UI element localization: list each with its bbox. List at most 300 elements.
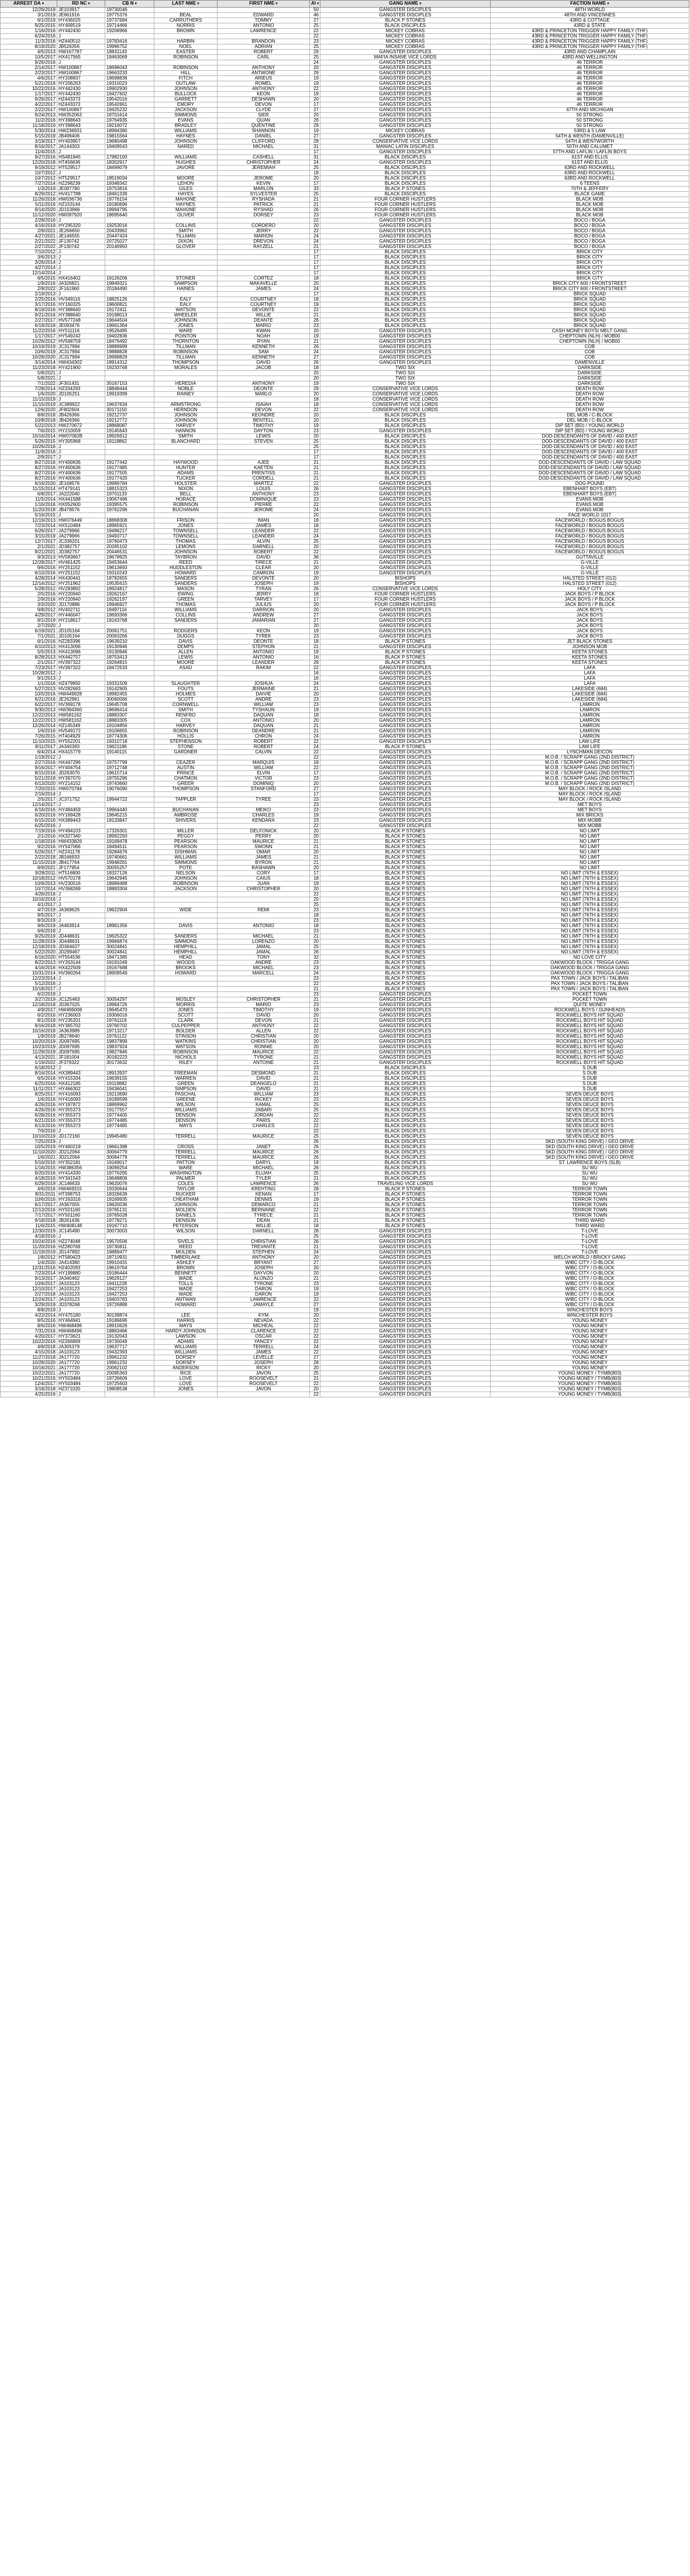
cell-gang-name[interactable]: BLACK DISCIPLES <box>320 1129 491 1134</box>
cell-faction-name[interactable]: YOUNG MONEY <box>491 1350 689 1355</box>
cell-last-name[interactable]: SAMPSON <box>154 281 218 287</box>
cell-faction-name[interactable]: BLACK MOB <box>491 213 689 218</box>
column-header-cb-no[interactable]: CB N ▾ <box>105 1 154 8</box>
cell-gang-name[interactable]: GANGSTER DISCIPLES <box>320 624 491 629</box>
cell-first-name[interactable]: DEONTE <box>218 639 310 645</box>
cell-age[interactable]: 23 <box>310 1003 320 1008</box>
table-row[interactable] <box>1 1382 689 1387</box>
cell-cb-no[interactable]: 30054297 <box>105 997 154 1003</box>
cell-first-name[interactable]: MEIKO <box>218 808 310 813</box>
cell-age[interactable]: 22 <box>310 229 320 234</box>
cell-faction-name[interactable]: BRICK CITY <box>491 271 689 276</box>
cell-arrest-date[interactable]: 10/9/2013 <box>1 881 57 887</box>
cell-gang-name[interactable]: GANGSTER DISCIPLES <box>320 350 491 355</box>
cell-faction-name[interactable]: NO LIMIT (76TH & ESSEX) <box>491 918 689 924</box>
table-row[interactable] <box>1 734 689 739</box>
cell-cb-no[interactable]: 19944722 <box>105 797 154 803</box>
cell-gang-name[interactable]: GANGSTER DISCIPLES <box>320 1245 491 1250</box>
cell-gang-name[interactable]: FOUR CORNER HUSTLERS <box>320 602 491 608</box>
cell-last-name[interactable] <box>154 60 218 66</box>
cell-rd-no[interactable]: JA103123 <box>57 1350 105 1355</box>
cell-last-name[interactable]: OLIVER <box>154 213 218 218</box>
cell-first-name[interactable]: KEON <box>218 92 310 97</box>
cell-rd-no[interactable]: HY341543 <box>57 1176 105 1182</box>
cell-first-name[interactable]: MICHAEL <box>218 934 310 939</box>
cell-cb-no[interactable]: 19169017 <box>105 1160 154 1166</box>
cell-first-name[interactable] <box>218 824 310 829</box>
cell-gang-name[interactable]: BLACK P STONES <box>320 845 491 850</box>
cell-cb-no[interactable]: 18910626 <box>105 1324 154 1329</box>
cell-age[interactable]: 18 <box>310 713 320 718</box>
cell-first-name[interactable]: JOSEPH <box>218 1361 310 1366</box>
cell-first-name[interactable]: DEANDRE <box>218 729 310 734</box>
table-row[interactable] <box>1 913 689 918</box>
cell-first-name[interactable]: JAVON <box>218 1387 310 1392</box>
cell-last-name[interactable]: SCOTT <box>154 697 218 702</box>
cell-gang-name[interactable]: BLACK P STONES <box>320 913 491 918</box>
cell-cb-no[interactable]: 19216072 <box>105 123 154 129</box>
cell-arrest-date[interactable]: 8/29/2012 <box>1 192 57 197</box>
cell-rd-no[interactable]: HY263316 <box>57 1197 105 1203</box>
cell-first-name[interactable]: JAMAYLE <box>218 1303 310 1308</box>
cell-cb-no[interactable]: 30024841 <box>105 945 154 950</box>
table-row[interactable] <box>1 1350 689 1355</box>
cell-faction-name[interactable]: 46 TERROR <box>491 102 689 108</box>
cell-gang-name[interactable]: BLACK P STONES <box>320 866 491 871</box>
cell-last-name[interactable] <box>154 1234 218 1239</box>
cell-gang-name[interactable]: GANGSTER DISCIPLES <box>320 734 491 739</box>
cell-gang-name[interactable]: BLACK DISCIPLES <box>320 1145 491 1150</box>
cell-last-name[interactable]: REED <box>154 1245 218 1250</box>
cell-first-name[interactable]: JAMAL <box>218 950 310 955</box>
cell-arrest-date[interactable]: 10/18/2012 <box>1 876 57 881</box>
cell-rd-no[interactable]: JD382757 <box>57 550 105 555</box>
cell-cb-no[interactable]: 19961232 <box>105 1361 154 1366</box>
table-row[interactable] <box>1 281 689 287</box>
table-row[interactable] <box>1 750 689 755</box>
cell-faction-name[interactable]: DOD-DESCENDANTS OF DAVID / 400 EAST <box>491 439 689 445</box>
cell-first-name[interactable]: EDWARD <box>218 13 310 18</box>
cell-rd-no[interactable]: JA340462 <box>57 1276 105 1282</box>
cell-gang-name[interactable]: GANGSTER DISCIPLES <box>320 1339 491 1345</box>
cell-gang-name[interactable]: GANGSTER DISCIPLES <box>320 1345 491 1350</box>
cell-gang-name[interactable]: GANGSTER DISCIPLES <box>320 803 491 808</box>
cell-cb-no[interactable]: 19133847 <box>105 818 154 824</box>
cell-cb-no[interactable]: 19330644 <box>105 1187 154 1192</box>
cell-last-name[interactable]: JOHNSON <box>154 139 218 144</box>
cell-first-name[interactable]: MAURICE <box>218 1134 310 1139</box>
cell-cb-no[interactable]: 19191049 <box>105 960 154 966</box>
cell-arrest-date[interactable]: 12/23/2014 <box>1 976 57 982</box>
cell-rd-no[interactable]: JC371752 <box>57 797 105 803</box>
cell-arrest-date[interactable]: 10/24/2016 <box>1 1239 57 1245</box>
table-row[interactable] <box>1 23 689 29</box>
cell-gang-name[interactable]: GANGSTER DISCIPLES <box>320 487 491 492</box>
cell-gang-name[interactable]: GANGSTER DISCIPLES <box>320 1366 491 1371</box>
cell-arrest-date[interactable]: 3/17/2016 <box>1 302 57 308</box>
cell-rd-no[interactable]: HY442430 <box>57 92 105 97</box>
table-row[interactable] <box>1 576 689 581</box>
table-row[interactable] <box>1 881 689 887</box>
table-row[interactable] <box>1 1108 689 1113</box>
cell-age[interactable]: 20 <box>310 545 320 550</box>
cell-cb-no[interactable]: 18992293 <box>105 834 154 839</box>
cell-gang-name[interactable]: BLACK DISCIPLES <box>320 166 491 171</box>
cell-first-name[interactable]: JERMAINE <box>218 687 310 692</box>
cell-faction-name[interactable]: BOCO / BOGA <box>491 244 689 250</box>
cell-age[interactable]: 23 <box>310 797 320 803</box>
cell-cb-no[interactable] <box>105 824 154 829</box>
cell-faction-name[interactable]: 48TH AND VINCENNES <box>491 13 689 18</box>
cell-gang-name[interactable]: BLACK P STONES <box>320 945 491 950</box>
cell-last-name[interactable] <box>154 1308 218 1313</box>
cell-age[interactable]: 31 <box>310 144 320 150</box>
cell-gang-name[interactable]: BLACK DISCIPLES <box>320 176 491 181</box>
cell-age[interactable]: 24 <box>310 239 320 244</box>
cell-rd-no[interactable]: JA177720 <box>57 1366 105 1371</box>
cell-rd-no[interactable]: JC145490 <box>57 1229 105 1234</box>
cell-rd-no[interactable]: J <box>57 150 105 155</box>
cell-faction-name[interactable]: BLACK MOB <box>491 202 689 208</box>
cell-faction-name[interactable]: NO LIMIT <box>491 866 689 871</box>
cell-first-name[interactable]: WILLIE <box>218 313 310 318</box>
cell-faction-name[interactable]: T-LOVE <box>491 1250 689 1255</box>
cell-age[interactable]: 20 <box>310 850 320 855</box>
cell-last-name[interactable]: COLLINS <box>154 613 218 618</box>
cell-last-name[interactable]: CARRUTHERS <box>154 18 218 23</box>
cell-rd-no[interactable]: J <box>57 455 105 460</box>
cell-rd-no[interactable]: HT580423 <box>57 1255 105 1261</box>
cell-first-name[interactable]: KYM <box>218 1313 310 1318</box>
cell-rd-no[interactable]: J <box>57 260 105 266</box>
cell-last-name[interactable]: PEARSON <box>154 845 218 850</box>
cell-first-name[interactable] <box>218 376 310 381</box>
cell-cb-no[interactable]: 19427253 <box>105 1287 154 1292</box>
cell-cb-no[interactable]: 18961356 <box>105 924 154 929</box>
cell-gang-name[interactable]: CONSERVATIVE VICE LORDS <box>320 587 491 592</box>
cell-cb-no[interactable]: 19765028 <box>105 1213 154 1218</box>
cell-age[interactable]: 19 <box>310 1292 320 1297</box>
cell-rd-no[interactable]: HV549172 <box>57 729 105 734</box>
cell-age[interactable]: 21 <box>310 1276 320 1282</box>
cell-last-name[interactable]: ROBINSON <box>154 1050 218 1055</box>
cell-rd-no[interactable]: HW167787 <box>57 50 105 55</box>
cell-arrest-date[interactable]: 11/4/2015 <box>1 150 57 155</box>
cell-age[interactable]: 27 <box>310 1261 320 1266</box>
cell-faction-name[interactable]: BRICK CITY <box>491 276 689 281</box>
cell-age[interactable]: 17 <box>310 450 320 455</box>
cell-last-name[interactable]: HUNTER <box>154 466 218 471</box>
table-row[interactable] <box>1 1203 689 1208</box>
cell-age[interactable]: 25 <box>310 903 320 908</box>
table-row[interactable] <box>1 1050 689 1055</box>
cell-faction-name[interactable]: SU WU <box>491 1176 689 1182</box>
cell-last-name[interactable]: DANIELS <box>154 1213 218 1218</box>
cell-age[interactable]: 21 <box>310 729 320 734</box>
cell-gang-name[interactable]: MICKEY COBRAS <box>320 29 491 34</box>
table-row[interactable] <box>1 1318 689 1324</box>
cell-arrest-date[interactable]: 2/23/2017 <box>1 71 57 76</box>
cell-arrest-date[interactable]: 8/15/2016 <box>1 771 57 776</box>
cell-faction-name[interactable]: EVANS MOB <box>491 508 689 513</box>
cell-age[interactable]: 23 <box>310 966 320 971</box>
cell-rd-no[interactable]: HZ479950 <box>57 681 105 687</box>
table-row[interactable] <box>1 323 689 329</box>
cell-rd-no[interactable]: J <box>57 171 105 176</box>
column-header-last-name[interactable]: LAST NME ▾ <box>154 1 218 8</box>
cell-first-name[interactable] <box>218 929 310 934</box>
cell-faction-name[interactable]: YOUNG MONEY / TYMB(803) <box>491 1371 689 1376</box>
cell-first-name[interactable]: TYRONE <box>218 1055 310 1060</box>
cell-faction-name[interactable]: 46 TERROR <box>491 81 689 87</box>
cell-cb-no[interactable]: 19743660 <box>105 781 154 787</box>
cell-rd-no[interactable]: HY501160 <box>57 1208 105 1213</box>
cell-first-name[interactable]: JUAN <box>218 881 310 887</box>
cell-first-name[interactable]: SYLVESTER <box>218 192 310 197</box>
cell-first-name[interactable]: DARYL <box>218 1160 310 1166</box>
cell-gang-name[interactable]: GANGSTER DISCIPLES <box>320 787 491 792</box>
cell-faction-name[interactable]: BRICK CITY <box>491 260 689 266</box>
table-row[interactable] <box>1 781 689 787</box>
cell-rd-no[interactable]: J <box>57 255 105 260</box>
cell-faction-name[interactable]: LAKESIDE (684) <box>491 687 689 692</box>
cell-faction-name[interactable]: FACE WORLD 1017 <box>491 513 689 518</box>
cell-rd-no[interactable]: HY355373 <box>57 1124 105 1129</box>
cell-faction-name[interactable]: 43RD & PRINCETON TRIGGER HAPPY FAMILY (THF) <box>491 34 689 39</box>
cell-first-name[interactable]: KREHTING <box>218 1187 310 1192</box>
cell-age[interactable]: 22 <box>310 87 320 92</box>
cell-gang-name[interactable]: GANGSTER DISCIPLES <box>320 708 491 713</box>
cell-arrest-date[interactable]: 10/19/2019 <box>1 345 57 350</box>
cell-age[interactable]: 20 <box>310 97 320 102</box>
cell-last-name[interactable]: MASON <box>154 587 218 592</box>
cell-faction-name[interactable]: BLACK MOB <box>491 208 689 213</box>
cell-faction-name[interactable]: NO LIMIT (76TH & ESSEX) <box>491 887 689 892</box>
cell-rd-no[interactable]: JF379322 <box>57 1060 105 1066</box>
cell-age[interactable]: 26 <box>310 1155 320 1160</box>
cell-faction-name[interactable]: JACK BOYS / P BLOCK <box>491 602 689 608</box>
cell-rd-no[interactable]: HY416093 <box>57 1092 105 1097</box>
cell-cb-no[interactable]: 19600821 <box>105 302 154 308</box>
cell-arrest-date[interactable]: 4/8/2018 <box>1 1345 57 1350</box>
cell-first-name[interactable] <box>218 8 310 13</box>
cell-first-name[interactable]: DESHAWN <box>218 97 310 102</box>
cell-last-name[interactable]: PETERSON <box>154 1224 218 1229</box>
cell-first-name[interactable]: JACOB <box>218 366 310 371</box>
table-row[interactable] <box>1 1129 689 1134</box>
cell-gang-name[interactable]: BLACK P STONES <box>320 1187 491 1192</box>
cell-last-name[interactable]: EVANS <box>154 118 218 123</box>
cell-arrest-date[interactable]: 11/11/2017 <box>1 1087 57 1092</box>
cell-arrest-date[interactable]: 10/26/2012 <box>1 339 57 345</box>
cell-last-name[interactable] <box>154 8 218 13</box>
cell-arrest-date[interactable]: 12/14/2012 <box>1 581 57 587</box>
cell-age[interactable]: 16 <box>310 671 320 676</box>
table-row[interactable] <box>1 1324 689 1329</box>
table-row[interactable] <box>1 1124 689 1129</box>
cell-gang-name[interactable]: GANGSTER DISCIPLES <box>320 997 491 1003</box>
cell-rd-no[interactable]: HV568759 <box>57 339 105 345</box>
cell-last-name[interactable]: SANDERS <box>154 576 218 581</box>
cell-arrest-date[interactable]: 10/7/2014 <box>1 887 57 892</box>
cell-last-name[interactable]: PEGGY <box>154 834 218 839</box>
cell-gang-name[interactable]: BLACK P STONES <box>320 855 491 860</box>
table-row[interactable] <box>1 955 689 960</box>
table-row[interactable] <box>1 1334 689 1339</box>
cell-cb-no[interactable]: 19132043 <box>105 1334 154 1339</box>
cell-age[interactable]: 19 <box>310 76 320 81</box>
cell-gang-name[interactable]: BLACK P STONES <box>320 1197 491 1203</box>
cell-rd-no[interactable]: HW070784 <box>57 787 105 792</box>
cell-arrest-date[interactable]: 4/27/2014 <box>1 266 57 271</box>
cell-faction-name[interactable]: POCKET TOWN <box>491 997 689 1003</box>
table-row[interactable] <box>1 887 689 892</box>
cell-faction-name[interactable]: YOUNG MONEY <box>491 1366 689 1371</box>
table-row[interactable] <box>1 260 689 266</box>
cell-cb-no[interactable]: 20447424 <box>105 234 154 239</box>
cell-rd-no[interactable]: HY220940 <box>57 597 105 602</box>
cell-cb-no[interactable]: 19613693 <box>105 566 154 571</box>
cell-last-name[interactable]: THOMAS <box>154 539 218 545</box>
cell-faction-name[interactable]: SEVEN DEUCE BOYS <box>491 1092 689 1097</box>
cell-faction-name[interactable]: COB <box>491 350 689 355</box>
cell-cb-no[interactable]: 19761119 <box>105 1018 154 1024</box>
cell-faction-name[interactable]: M.O.B. / SCRAPP GANG (2ND DISTRICT) <box>491 766 689 771</box>
cell-last-name[interactable]: DIXON <box>154 239 218 244</box>
cell-rd-no[interactable]: HY199880 <box>57 1271 105 1276</box>
cell-arrest-date[interactable]: 10/22/2016 <box>1 87 57 92</box>
cell-arrest-date[interactable]: 5/22/2020 <box>1 950 57 955</box>
cell-first-name[interactable] <box>218 271 310 276</box>
cell-first-name[interactable]: ANTONIO <box>218 23 310 29</box>
cell-faction-name[interactable]: MIX MOBB <box>491 818 689 824</box>
cell-faction-name[interactable]: FACEWORLD / BOGUS BOGUS <box>491 550 689 555</box>
cell-gang-name[interactable]: GANGSTER DISCIPLES <box>320 1313 491 1318</box>
cell-age[interactable]: 26 <box>310 1145 320 1150</box>
cell-faction-name[interactable]: HOLY CITY <box>491 587 689 592</box>
cell-cb-no[interactable]: 19961232 <box>105 1355 154 1361</box>
cell-cb-no[interactable]: 19177420 <box>105 476 154 481</box>
cell-age[interactable]: 20 <box>310 176 320 181</box>
cell-faction-name[interactable]: OAKWOOD BLOCK / TRIGGA GANG <box>491 971 689 976</box>
cell-arrest-date[interactable]: 6/10/2013 <box>1 645 57 650</box>
table-row[interactable] <box>1 371 689 376</box>
cell-gang-name[interactable]: GANGSTER DISCIPLES <box>320 1318 491 1324</box>
cell-cb-no[interactable]: 17982193 <box>105 155 154 160</box>
cell-first-name[interactable]: JERRY <box>218 592 310 597</box>
cell-age[interactable]: 26 <box>310 1239 320 1245</box>
cell-arrest-date[interactable]: 8/11/2017 <box>1 745 57 750</box>
table-row[interactable] <box>1 297 689 302</box>
cell-gang-name[interactable]: BLACK P STONES <box>320 745 491 750</box>
cell-last-name[interactable]: EALY <box>154 302 218 308</box>
cell-first-name[interactable] <box>218 34 310 39</box>
cell-age[interactable]: 22 <box>310 666 320 671</box>
cell-rd-no[interactable]: JD097695 <box>57 1045 105 1050</box>
table-row[interactable] <box>1 645 689 650</box>
cell-cb-no[interactable]: 19453644 <box>105 560 154 566</box>
cell-arrest-date[interactable]: 6/15/2016 <box>1 818 57 824</box>
cell-age[interactable]: 22 <box>310 766 320 771</box>
cell-cb-no[interactable] <box>105 792 154 797</box>
cell-rd-no[interactable]: JD364627 <box>57 945 105 950</box>
cell-rd-no[interactable]: HY400636 <box>57 476 105 481</box>
cell-arrest-date[interactable]: 1/9/2019 <box>1 1034 57 1039</box>
cell-first-name[interactable]: DAQUAN <box>218 724 310 729</box>
cell-cb-no[interactable] <box>105 982 154 987</box>
cell-last-name[interactable]: FRISON <box>154 518 218 524</box>
cell-rd-no[interactable]: JA103123 <box>57 1292 105 1297</box>
cell-faction-name[interactable]: LAMRON <box>491 724 689 729</box>
cell-first-name[interactable]: LEVELLE <box>218 1355 310 1361</box>
cell-last-name[interactable]: MORRIS <box>154 1003 218 1008</box>
cell-first-name[interactable]: COURTNEY <box>218 297 310 302</box>
cell-cb-no[interactable]: 19076090 <box>105 787 154 792</box>
cell-last-name[interactable]: STONE <box>154 745 218 750</box>
table-row[interactable] <box>1 166 689 171</box>
cell-age[interactable]: 21 <box>310 1245 320 1250</box>
cell-arrest-date[interactable]: 5/8/2021 <box>1 376 57 381</box>
cell-cb-no[interactable]: 18695640 <box>105 213 154 218</box>
cell-rd-no[interactable]: JF301431 <box>57 381 105 387</box>
cell-first-name[interactable]: ALONZO <box>218 1276 310 1282</box>
cell-first-name[interactable]: ANTHONY <box>218 1255 310 1261</box>
cell-age[interactable]: 22 <box>310 308 320 313</box>
cell-cb-no[interactable]: 19310243 <box>105 571 154 576</box>
cell-cb-no[interactable]: 19262167 <box>105 592 154 597</box>
table-row[interactable] <box>1 213 689 218</box>
table-row[interactable] <box>1 1361 689 1366</box>
cell-arrest-date[interactable]: 9/24/2013 <box>1 113 57 118</box>
cell-cb-no[interactable]: 19180696 <box>105 202 154 208</box>
cell-gang-name[interactable]: GANGSTER DISCIPLES <box>320 508 491 513</box>
cell-first-name[interactable]: PATRICK <box>218 202 310 208</box>
cell-rd-no[interactable]: HV397322 <box>57 666 105 671</box>
cell-rd-no[interactable]: HS481845 <box>57 155 105 160</box>
cell-cb-no[interactable] <box>105 34 154 39</box>
cell-rd-no[interactable]: J <box>57 60 105 66</box>
table-row[interactable] <box>1 423 689 429</box>
cell-rd-no[interactable]: HY187872 <box>57 1103 105 1108</box>
cell-cb-no[interactable]: 18914312 <box>105 360 154 366</box>
cell-last-name[interactable]: MOSLEY <box>154 997 218 1003</box>
cell-cb-no[interactable]: 19725603 <box>105 1382 154 1387</box>
table-row[interactable] <box>1 1176 689 1182</box>
cell-age[interactable]: 20 <box>310 624 320 629</box>
table-row[interactable] <box>1 818 689 824</box>
cell-arrest-date[interactable]: 8/5/2016 <box>1 1318 57 1324</box>
cell-arrest-date[interactable]: 3/18/2018 <box>1 1387 57 1392</box>
cell-faction-name[interactable]: M.O.B. / SCRAPP GANG (2ND DISTRICT) <box>491 781 689 787</box>
cell-first-name[interactable]: DEMARCO <box>218 1203 310 1208</box>
cell-arrest-date[interactable]: 2/27/2017 <box>1 318 57 323</box>
cell-gang-name[interactable]: GANGSTER DISCIPLES <box>320 739 491 745</box>
cell-gang-name[interactable]: BLACK DISCIPLES <box>320 1076 491 1082</box>
cell-age[interactable]: 22 <box>310 1129 320 1134</box>
cell-arrest-date[interactable]: 11/5/2014 <box>1 497 57 502</box>
cell-last-name[interactable]: BOLDER <box>154 1029 218 1034</box>
cell-gang-name[interactable]: GANGSTER DISCIPLES <box>320 1329 491 1334</box>
cell-cb-no[interactable]: 19948281 <box>105 860 154 866</box>
cell-faction-name[interactable]: BRICK CITY <box>491 266 689 271</box>
cell-cb-no[interactable]: 19625322 <box>105 934 154 939</box>
cell-first-name[interactable]: ROMEL <box>218 81 310 87</box>
cell-last-name[interactable]: MILLER <box>154 829 218 834</box>
table-row[interactable] <box>1 208 689 213</box>
cell-first-name[interactable] <box>218 1139 310 1145</box>
cell-arrest-date[interactable]: 4/26/2016 <box>1 1103 57 1108</box>
cell-first-name[interactable]: TOMMY <box>218 18 310 23</box>
